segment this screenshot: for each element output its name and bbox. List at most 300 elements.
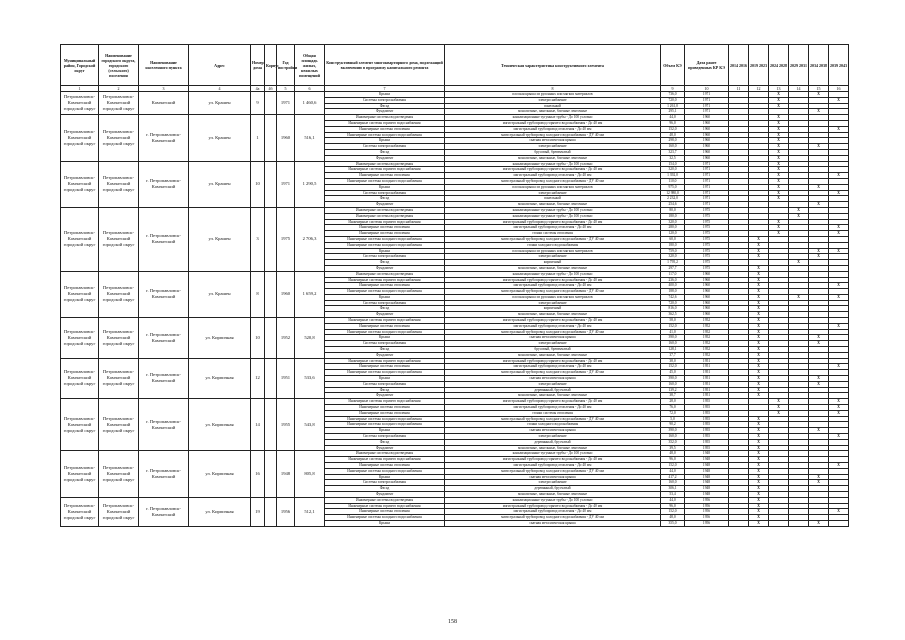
period-mark-cell: X [749,439,769,445]
column-number: 9 [661,86,685,92]
prior-repair-date-cell: 1955 [685,422,729,428]
settlement-cell: Петропавловск-Камчатский городской округ [99,497,139,526]
volume-cell: 44,0 [661,468,685,474]
prior-repair-date-cell: 1975 [685,254,729,260]
settlement-cell: Петропавловск-Камчатский городской округ [99,271,139,317]
period-mark-cell: X [749,254,769,260]
column-number: 14 [789,86,809,92]
description-cell: магистральный трубопровод холодного водоснабжения - ДУ 40 мм [445,236,661,242]
column-number: 10 [685,86,729,92]
street-cell: ул. Крашен [189,207,251,271]
settlement-cell: Петропавловск-Камчатский городской округ [99,161,139,207]
period-mark-cell: X [769,103,789,109]
column-number: 2 [99,86,139,92]
locality-cell: г. Петропавловск-Камчатский [139,358,189,399]
prior-repair-date-cell: 1960 [685,138,729,144]
period-mark-cell: X [829,225,849,231]
period-mark-cell: X [829,364,849,370]
period-mark-cell: X [809,184,829,190]
prior-repair-date-cell: 1948 [685,451,729,457]
volume-cell: 298,0 [661,138,685,144]
prior-repair-date-cell: 1952 [685,341,729,347]
column-number: 8 [445,86,661,92]
description-cell: стояки холодного водоснабжения [445,242,661,248]
volume-cell: 72,0 [661,410,685,416]
period-mark-cell: X [769,132,789,138]
element-cell: Инженерные системы холодного водоснабжения [325,132,445,138]
column-number: 15 [809,86,829,92]
settlement-cell: Петропавловск-Камчатский городской округ [99,207,139,271]
prior-repair-date-cell: 1975 [685,225,729,231]
element-cell: Фасад [325,196,445,202]
prior-repair-date-cell: 1955 [685,445,729,451]
description-cell: стояки системы отопления [445,410,661,416]
volume-cell: 152,0 [661,364,685,370]
house-number-cell: 10 [251,161,265,207]
element-cell: Системы электроснабжения [325,480,445,486]
element-cell: Системы электроснабжения [325,190,445,196]
element-cell: Инженерные системы холодного водоснабжения [325,289,445,295]
year-built-cell: 1960 [277,115,295,161]
district-cell: Петропавловск-Камчатский городской округ [61,92,99,115]
period-mark-cell: X [749,283,769,289]
total-area-cell: 543,8 [295,399,325,451]
description-cell: магистральный трубопровод холодного водоснабжения - ДУ 40 мм [445,515,661,521]
description-cell: деревянный, брусчатый [445,439,661,445]
period-mark-cell: X [749,289,769,295]
volume-cell: 110,0 [661,178,685,184]
element-cell: Крыша [325,92,445,98]
element-cell: Крыша [325,248,445,254]
volume-cell: 160,0 [661,434,685,440]
period-mark-cell: X [769,138,789,144]
prior-repair-date-cell: 1971 [685,167,729,173]
element-cell: Фасад [325,149,445,155]
description-cell: электроснабжение [445,254,661,260]
district-cell: Петропавловск-Камчатский городской округ [61,399,99,451]
house-number-cell: 10 [251,318,265,359]
period-mark-cell: X [809,335,829,341]
element-cell: Инженерные системы отопления [325,364,445,370]
prior-repair-date-cell: 1960 [685,149,729,155]
prior-repair-date-cell: 1948 [685,486,729,492]
street-cell: ул. Крашен [189,92,251,115]
period-mark-cell: X [749,370,769,376]
settlement-cell: Петропавловск-Камчатский городской округ [99,399,139,451]
prior-repair-date-cell: 1975 [685,242,729,248]
header-row [61,45,849,86]
period-mark-cell: X [769,92,789,98]
prior-repair-date-cell: 1951 [685,364,729,370]
description-cell: монолитные, панельные, блочные ленточные [445,265,661,271]
prior-repair-date-cell: 1952 [685,329,729,335]
prior-repair-date-cell: 1960 [685,126,729,132]
house-number-cell: 8 [251,271,265,317]
street-cell: ул. Кирпичная [189,318,251,359]
locality-cell: г. Петропавловск-Камчатский [139,161,189,207]
period-mark-cell: X [749,381,769,387]
prior-repair-date-cell: 1948 [685,480,729,486]
volume-cell: 128,1 [661,347,685,353]
element-cell: Фундамент [325,352,445,358]
year-built-cell: 1956 [277,497,295,526]
description-cell: электроснабжение [445,480,661,486]
prior-repair-date-cell: 1955 [685,416,729,422]
period-mark-cell: X [809,520,829,526]
column-header: Номер дома [251,45,265,86]
element-cell: Инженерные системы холодного водоснабжения [325,242,445,248]
period-mark-cell: X [749,509,769,515]
period-mark-cell: X [749,457,769,463]
description-cell: магистральный трубопровод холодного водоснабжения - ДУ 40 мм [445,416,661,422]
element-cell: Фасад [325,347,445,353]
prior-repair-date-cell: 1955 [685,405,729,411]
prior-repair-date-cell: 1948 [685,463,729,469]
locality-cell: г. Петропавловск-Камчатский [139,497,189,526]
element-cell: Инженерные системы холодного водоснабжения [325,370,445,376]
element-cell: Инженерные системы отопления [325,225,445,231]
district-cell: Петропавловск-Камчатский городской округ [61,271,99,317]
period-mark-cell: X [749,387,769,393]
description-cell: монолитные, панельные, блочные ленточные [445,155,661,161]
volume-cell: 28,0 [661,399,685,405]
prior-repair-date-cell: 1971 [685,103,729,109]
volume-cell: 39,5 [661,445,685,451]
element-cell: Инженерные системы отопления [325,509,445,515]
volume-cell: 390,0 [661,376,685,382]
settlement-cell: Петропавловск-Камчатский городской округ [99,92,139,115]
prior-repair-date-cell: 1952 [685,335,729,341]
column-number: 4а [251,86,265,92]
total-area-cell: 1 290,5 [295,161,325,207]
prior-repair-date-cell: 1955 [685,428,729,434]
building-cell [265,451,277,497]
description-cell: магистральный трубопровод холодного водоснабжения - ДУ 40 мм [445,132,661,138]
description-cell: электроснабжение [445,190,661,196]
description-cell: деревянный, брусчатый [445,387,661,393]
period-mark-cell: X [749,515,769,521]
element-cell: Крыша [325,520,445,526]
description-cell: скатная металлическая крыша [445,428,661,434]
building-cell [265,271,277,317]
period-mark-cell: X [749,341,769,347]
volume-cell: 352,0 [661,439,685,445]
column-header: Наименование городского округа, городского (сельского) поселения [99,45,139,86]
element-cell: Фундамент [325,265,445,271]
period-mark-cell: X [749,318,769,324]
description-cell: магистральный трубопровод отопления - До 40 мм [445,364,661,370]
element-cell: Инженерные системы отопления [325,410,445,416]
district-cell: Петропавловск-Камчатский городской округ [61,497,99,526]
column-number: 4б [265,86,277,92]
period-mark-cell: X [829,399,849,405]
description-cell: канализационные чугунные трубы - До 100 условно [445,115,661,121]
period-mark-cell: X [809,428,829,434]
element-cell: Фасад [325,387,445,393]
element-cell: Инженерные системы отопления [325,231,445,237]
volume-cell: 254,6 [661,202,685,208]
volume-cell: 80,0 [661,207,685,213]
description-cell: монолитные, панельные, блочные ленточные [445,393,661,399]
description-cell: стояки системы отопления [445,231,661,237]
element-cell: Системы электроснабжения [325,381,445,387]
volume-cell: 60,0 [661,236,685,242]
period-mark-cell: X [789,294,809,300]
prior-repair-date-cell: 1960 [685,155,729,161]
street-cell: ул. Крашен [189,271,251,317]
prior-repair-date-cell: 1971 [685,173,729,179]
volume-cell: 76,0 [661,405,685,411]
house-number-cell: 1 [251,115,265,161]
period-mark-cell: X [829,405,849,411]
prior-repair-date-cell: 1971 [685,190,729,196]
prior-repair-date-cell: 1975 [685,248,729,254]
period-mark-cell: X [749,428,769,434]
street-cell: ул. Кирпичная [189,451,251,497]
period-mark-cell: X [789,213,809,219]
element-cell: Фундамент [325,312,445,318]
period-mark-cell: X [749,364,769,370]
page-number: 158 [448,619,457,625]
element-cell: Фундамент [325,491,445,497]
element-cell: Инженерные системы водоотведения [325,161,445,167]
element-cell: Крыша [325,335,445,341]
element-cell: Инженерные системы холодного водоснабжения [325,236,445,242]
district-cell: Петропавловск-Камчатский городской округ [61,115,99,161]
period-mark-cell: X [749,248,769,254]
prior-repair-date-cell: 1960 [685,271,729,277]
period-mark-cell: X [829,463,849,469]
volume-cell: 160,0 [661,144,685,150]
volume-cell: 58,0 [661,318,685,324]
period-mark-cell: X [749,445,769,451]
prior-repair-date-cell: 1951 [685,376,729,382]
description-cell: магистральный трубопровод холодного водоснабжения - ДУ 40 мм [445,289,661,295]
volume-cell: 48,0 [661,132,685,138]
volume-cell: 44,0 [661,497,685,503]
period-mark-cell: X [749,376,769,382]
prior-repair-date-cell: 1952 [685,318,729,324]
column-header: 2019 2023 [749,45,769,86]
description-cell: магистральный трубопровод отопления - До 40 мм [445,463,661,469]
element-cell: Инженерные системы отопления [325,126,445,132]
period-mark-cell: X [809,480,829,486]
period-mark-cell: X [769,184,789,190]
description-cell: деревянный, брусчатый [445,486,661,492]
volume-cell: 5,0 [661,416,685,422]
element-cell: Инженерные системы отопления [325,323,445,329]
description-cell: кирпичный [445,260,661,266]
description-cell: скатная металлическая крыша [445,474,661,480]
period-mark-cell: X [749,300,769,306]
description-cell: канализационные чугунные трубы - До 100 условно [445,213,661,219]
element-cell: Инженерные системы горячего водоснабжения [325,399,445,405]
year-built-cell: 1948 [277,451,295,497]
description-cell: монолитные, панельные, блочные ленточные [445,109,661,115]
period-mark-cell: X [749,277,769,283]
prior-repair-date-cell: 1960 [685,306,729,312]
prior-repair-date-cell: 1955 [685,439,729,445]
period-mark-cell: X [749,451,769,457]
period-mark-cell: X [769,178,789,184]
volume-cell: 320,0 [661,219,685,225]
description-cell: скатная металлическая крыша [445,138,661,144]
description-cell: канализационные чугунные трубы - До 100 условно [445,451,661,457]
prior-repair-date-cell: 1951 [685,387,729,393]
element-cell: Инженерные системы горячего водоснабжения [325,318,445,324]
volume-cell: 41,0 [661,329,685,335]
year-built-cell: 1971 [277,161,295,207]
period-mark-cell: X [809,341,829,347]
description-cell: электроснабжение [445,341,661,347]
description-cell: монолитные, панельные, блочные ленточные [445,491,661,497]
total-area-cell: 1 659,2 [295,271,325,317]
column-header: 2029 2031 [789,45,809,86]
period-mark-cell: X [769,410,789,416]
period-mark-cell: X [749,480,769,486]
period-mark-cell: X [769,405,789,411]
volume-cell: 96,0 [661,120,685,126]
period-mark-cell: X [749,486,769,492]
building-cell [265,161,277,207]
period-mark-cell [729,520,749,526]
volume-cell: 390,0 [661,335,685,341]
volume-cell: 390,0 [661,428,685,434]
prior-repair-date-cell: 1956 [685,497,729,503]
description-cell: скатная металлическая крыша [445,376,661,382]
period-mark-cell: X [769,190,789,196]
period-mark-cell: X [829,173,849,179]
prior-repair-date-cell: 1956 [685,520,729,526]
description-cell: панельный [445,103,661,109]
description-cell: магистральный трубопровод отопления - До 40 мм [445,405,661,411]
volume-cell: 720,0 [661,97,685,103]
locality-cell: Камчатский [139,92,189,115]
prior-repair-date-cell: 1960 [685,120,729,126]
description-cell: плоская крыша из рулонных или мягких материалов [445,294,661,300]
prior-repair-date-cell: 1948 [685,491,729,497]
period-mark-cell: X [769,97,789,103]
total-area-cell: 2 706,3 [295,207,325,271]
volume-cell: 320,0 [661,167,685,173]
period-mark-cell: X [769,167,789,173]
period-mark-cell: X [829,97,849,103]
volume-cell: 320,0 [661,254,685,260]
element-cell: Инженерные системы водоотведения [325,271,445,277]
column-number: 4 [189,86,251,92]
period-mark-cell: X [749,503,769,509]
period-mark-cell: X [749,347,769,353]
period-mark-cell: X [749,329,769,335]
element-cell: Фасад [325,306,445,312]
description-cell: магистральный трубопровод отопления - До 40 мм [445,509,661,515]
volume-cell: 1 795,2 [661,260,685,266]
volume-cell: 48,0 [661,451,685,457]
column-number: 16 [829,86,849,92]
period-mark-cell [829,520,849,526]
description-cell: магистральный трубопровод отопления - До 40 мм [445,323,661,329]
volume-cell: 160,0 [661,341,685,347]
column-number: 3 [139,86,189,92]
volume-cell: 742,6 [661,294,685,300]
description-cell: монолитные, панельные, блочные ленточные [445,312,661,318]
total-area-cell: 512,1 [295,497,325,526]
volume-cell: 38,0 [661,358,685,364]
street-cell: ул. Крашен [189,115,251,161]
building-cell [265,358,277,399]
description-cell: скатная металлическая крыша [445,520,661,526]
column-header: Объем КЭ [661,45,685,86]
district-cell: Петропавловск-Камчатский городской округ [61,161,99,207]
description-cell: электроснабжение [445,381,661,387]
element-cell: Крыша [325,294,445,300]
description-cell: плоская крыша из рулонных или мягких материалов [445,92,661,98]
prior-repair-date-cell: 1971 [685,97,729,103]
prior-repair-date-cell: 1975 [685,213,729,219]
volume-cell: 236,0 [661,277,685,283]
description-cell: магистральный трубопровод горячего водоснабжения - До 40 мм [445,399,661,405]
building-cell [265,318,277,359]
period-mark-cell: X [749,497,769,503]
description-cell: магистральный трубопровод холодного водоснабжения - ДУ 40 мм [445,329,661,335]
element-cell: Инженерные системы горячего водоснабжения [325,167,445,173]
element-cell: Инженерные системы водоотведения [325,115,445,121]
building-cell [265,92,277,115]
prior-repair-date-cell: 1960 [685,132,729,138]
volume-cell: 736,0 [661,92,685,98]
period-mark-cell: X [809,144,829,150]
element-cell: Фасад [325,260,445,266]
period-mark-cell: X [769,399,789,405]
prior-repair-date-cell: 1975 [685,236,729,242]
house-number-cell: 16 [251,451,265,497]
period-mark-cell: X [749,422,769,428]
period-mark-cell: X [749,323,769,329]
district-cell: Петропавловск-Камчатский городской округ [61,318,99,359]
element-cell: Инженерные системы холодного водоснабжения [325,422,445,428]
volume-cell: 117,0 [661,271,685,277]
column-header: Дата ранее проведенных КР КЭ [685,45,729,86]
description-cell: магистральный трубопровод холодного водоснабжения - ДУ 40 мм [445,370,661,376]
column-header: Техническая характеристика конструктивного элемента [445,45,661,86]
period-mark-cell: X [769,149,789,155]
total-area-cell: 805,8 [295,451,325,497]
period-mark-cell: X [749,463,769,469]
capital-repair-table [60,44,849,527]
element-cell: Фундамент [325,202,445,208]
volume-cell: 44,0 [661,115,685,121]
building-cell [265,399,277,451]
prior-repair-date-cell: 1951 [685,381,729,387]
prior-repair-date-cell: 1952 [685,323,729,329]
period-mark-cell: X [749,434,769,440]
element-cell: Системы электроснабжения [325,434,445,440]
period-mark-cell: X [769,196,789,202]
description-cell: электроснабжение [445,434,661,440]
year-built-cell: 1971 [277,92,295,115]
description-cell: стояки холодного водоснабжения [445,422,661,428]
column-number: 6 [295,86,325,92]
element-cell: Фундамент [325,393,445,399]
volume-cell: 180,0 [661,242,685,248]
volume-cell: 355,0 [661,520,685,526]
period-mark-cell: X [769,120,789,126]
description-cell: панельный [445,196,661,202]
period-mark-cell: X [769,155,789,161]
prior-repair-date-cell: 1971 [685,178,729,184]
street-cell: ул. Кирпичная [189,358,251,399]
element-cell: Инженерные системы горячего водоснабжения [325,120,445,126]
